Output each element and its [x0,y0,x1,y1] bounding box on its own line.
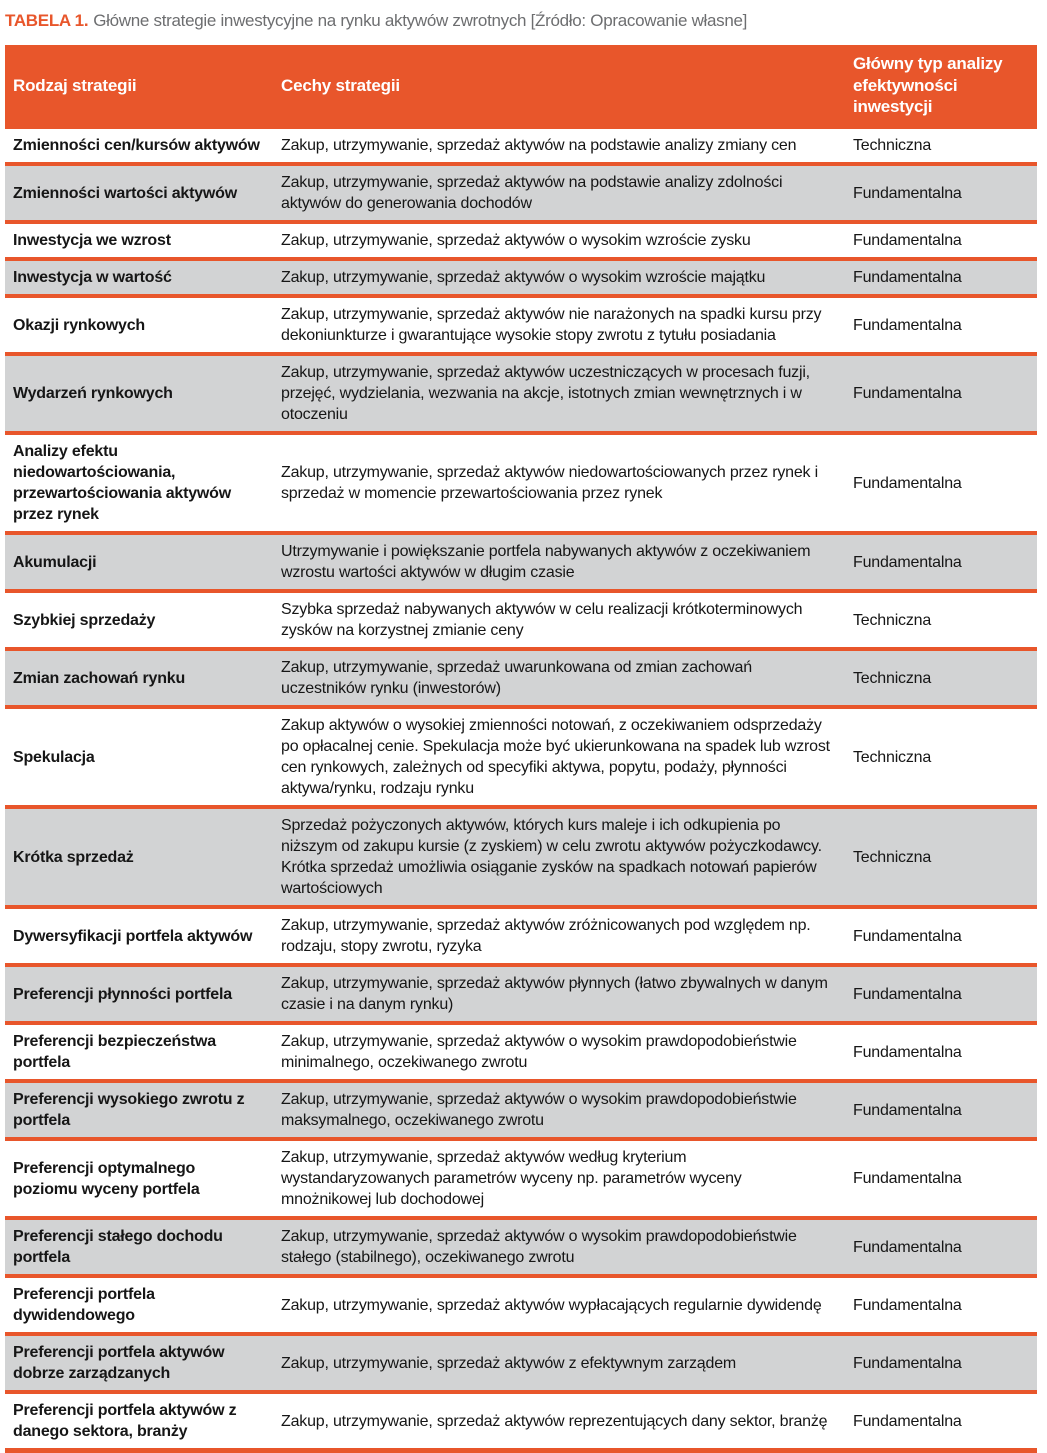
analysis-type-cell: Fundamentalna [853,269,962,286]
analysis-type-cell: Fundamentalna [853,1101,962,1119]
strategy-features-cell: Zakup aktywów o wysokiej zmienności notowań, z oczekiwaniem odsprzedaży po opłacalnej cenie. Spekulacja może być ukierunkowana na spadek lub wzrost cen rynkowych, zależnych od specyfiki aktywa, popytu, podaży, płynności aktywa/rynku, rodzaju rynku [281,717,830,797]
analysis-type-cell: Fundamentalna [853,985,962,1003]
strategy-features-cell: Sprzedaż pożyczonych aktywów, których kurs maleje i ich odkupienia po niższym od zakupu kursie (z zyskiem) w celu zwrotu aktywów pożyczkodawcy. Krótka sprzedaż umożliwia osiąganie zysków na spadkach notowań papierów wartościowych [281,817,822,897]
strategy-features-cell: Zakup, utrzymywanie, sprzedaż aktywów na podstawie analizy zdolności aktywów do generowania dochodów [281,174,783,212]
table-row [5,807,1037,907]
analysis-type-cell: Fundamentalna [853,1043,962,1061]
strategy-name-cell: Preferencji stałego dochodu portfela [13,1228,223,1266]
table-row [5,296,1037,354]
strategy-features-cell: Zakup, utrzymywanie, sprzedaż aktywów niedowartościowanych przez rynek i sprzedaż w momencie przewartościowania przez rynek [281,464,818,502]
analysis-type-cell: Techniczna [853,848,932,866]
header-row [5,45,1037,127]
strategy-name-cell: Inwestycja we wzrost [13,232,171,249]
table-row [5,354,1037,433]
analysis-type-cell: Fundamentalna [853,316,962,334]
table-row [5,591,1037,649]
strategy-name-cell: Spekulacja [13,748,95,766]
strategy-name-cell: Dywersyfikacji portfela aktywów [13,927,253,945]
strategy-features-cell: Zakup, utrzymywanie, sprzedaż uwarunkowana od zmian zachowań uczestników rynku (inwestorów) [281,659,752,697]
analysis-type-cell: Techniczna [853,137,932,154]
analysis-type-cell: Fundamentalna [853,1296,962,1314]
strategy-name-cell: Wydarzeń rynkowych [13,385,173,402]
strategy-name-cell: Szybkiej sprzedaży [13,611,156,629]
strategy-name-cell: Zmienności cen/kursów aktywów [13,137,260,154]
strategy-features-cell: Zakup, utrzymywanie, sprzedaż aktywów zróżnicowanych pod względem np. rodzaju, stopy zwrotu, ryzyka [281,917,811,955]
strategy-features-cell: Zakup, utrzymywanie, sprzedaż aktywów uczestniczących w procesach fuzji, przejęć, wydzielania, wezwania na akcje, istotnych zmian wewnętrznych i w otoczeniu [281,364,810,423]
table-caption [5,10,1040,31]
table-row [5,1081,1037,1139]
table-row [5,533,1037,591]
table-row [5,907,1037,965]
table-row [5,1139,1037,1218]
strategy-name-cell: Zmienności wartości aktywów [13,184,237,202]
analysis-type-cell: Fundamentalna [853,1412,962,1430]
analysis-type-cell: Fundamentalna [853,1238,962,1256]
analysis-type-cell: Fundamentalna [853,232,962,249]
table-row [5,1023,1037,1081]
strategy-features-cell: Zakup, utrzymywanie, sprzedaż aktywów reprezentujących dany sektor, branżę [281,1412,828,1430]
table-row [5,1334,1037,1392]
strategy-features-cell: Zakup, utrzymywanie, sprzedaż aktywów o wysokim wzroście zysku [281,232,751,249]
table-caption-label: TABELA 1. [5,11,89,30]
strategy-features-cell: Zakup, utrzymywanie, sprzedaż aktywów wypłacających regularnie dywidendę [281,1296,822,1314]
strategy-name-cell: Krótka sprzedaż [13,848,134,866]
table-row [5,965,1037,1023]
analysis-type-cell: Fundamentalna [853,1170,962,1187]
table-row [5,1276,1037,1334]
strategy-features-cell: Zakup, utrzymywanie, sprzedaż aktywów o wysokim prawdopodobieństwie maksymalnego, oczekiwanego zwrotu [281,1091,797,1129]
strategy-name-cell: Preferencji wysokiego zwrotu z portfela [13,1091,245,1129]
table-body [5,127,1037,1451]
strategy-features-cell: Zakup, utrzymywanie, sprzedaż aktywów na podstawie analizy zmiany cen [281,137,797,154]
analysis-type-cell: Techniczna [853,611,932,629]
strategy-features-cell: Zakup, utrzymywanie, sprzedaż aktywów płynnych (łatwo zbywalnych w danym czasie i na danym rynku) [281,975,828,1013]
investment-strategies-table [5,45,1037,1453]
strategy-name-cell: Preferencji portfela aktywów dobrze zarządzanych [13,1344,225,1382]
analysis-type-cell: Fundamentalna [853,385,962,402]
strategy-features-cell: Zakup, utrzymywanie, sprzedaż aktywów nie narażonych na spadki kursu przy dekoniunkturze i gwarantujące wysokie stopy zwrotu z tytułu posiadania [281,306,822,344]
table-header [5,45,1037,127]
strategy-features-cell: Szybka sprzedaż nabywanych aktywów w celu realizacji krótkoterminowych zysków na korzystnej zmianie ceny [281,601,803,639]
strategy-name-cell: Zmian zachowań rynku [13,669,186,687]
strategy-features-cell: Utrzymywanie i powiększanie portfela nabywanych aktywów z oczekiwaniem wzrostu wartości aktywów w długim czasie [281,543,811,581]
analysis-type-cell: Techniczna [853,748,932,766]
table-row [5,649,1037,707]
strategy-name-cell: Okazji rynkowych [13,316,145,334]
table-row [5,1392,1037,1451]
table-row [5,222,1037,259]
analysis-type-cell: Fundamentalna [853,553,962,571]
strategy-features-cell: Zakup, utrzymywanie, sprzedaż aktywów o wysokim wzroście majątku [281,269,766,286]
strategy-features-cell: Zakup, utrzymywanie, sprzedaż aktywów z efektywnym zarządem [281,1354,737,1372]
analysis-type-cell: Fundamentalna [853,927,962,945]
table-row [5,259,1037,296]
table-row [5,127,1037,164]
table-row [5,433,1037,533]
table-row [5,1218,1037,1276]
column-header-analysis-type: Główny typ analizy efektywności inwestycji [845,45,1037,127]
column-header-strategy-type: Rodzaj strategii [5,45,273,127]
strategy-features-cell: Zakup, utrzymywanie, sprzedaż aktywów o wysokim prawdopodobieństwie stałego (stabilnego), oczekiwanego zwrotu [281,1228,797,1266]
analysis-type-cell: Fundamentalna [853,474,962,492]
strategy-name-cell: Preferencji portfela aktywów z danego sektora, branży [13,1402,237,1440]
analysis-type-cell: Fundamentalna [853,1354,962,1372]
table-caption-text: Główne strategie inwestycyjne na rynku aktywów zwrotnych [Źródło: Opracowanie własne] [93,11,748,30]
strategy-name-cell: Preferencji bezpieczeństwa portfela [13,1033,216,1071]
table-row [5,164,1037,222]
strategy-name-cell: Akumulacji [13,553,97,571]
strategy-name-cell: Preferencji płynności portfela [13,985,232,1003]
strategy-features-cell: Zakup, utrzymywanie, sprzedaż aktywów o wysokim prawdopodobieństwie minimalnego, oczekiwanego zwrotu [281,1033,797,1071]
column-header-strategy-features: Cechy strategii [273,45,845,127]
strategy-name-cell: Preferencji optymalnego poziomu wyceny portfela [13,1159,200,1198]
analysis-type-cell: Fundamentalna [853,184,962,202]
table-row [5,707,1037,807]
strategy-name-cell: Inwestycja w wartość [13,269,172,286]
analysis-type-cell: Techniczna [853,669,932,687]
strategy-features-cell: Zakup, utrzymywanie, sprzedaż aktywów według kryterium wystandaryzowanych parametrów wyceny np. parametrów wyceny mnożnikowej lub dochodowej [281,1149,742,1208]
strategy-name-cell: Analizy efektu niedowartościowania, przewartościowania aktywów przez rynek [13,443,231,523]
strategy-name-cell: Preferencji portfela dywidendowego [13,1286,155,1324]
